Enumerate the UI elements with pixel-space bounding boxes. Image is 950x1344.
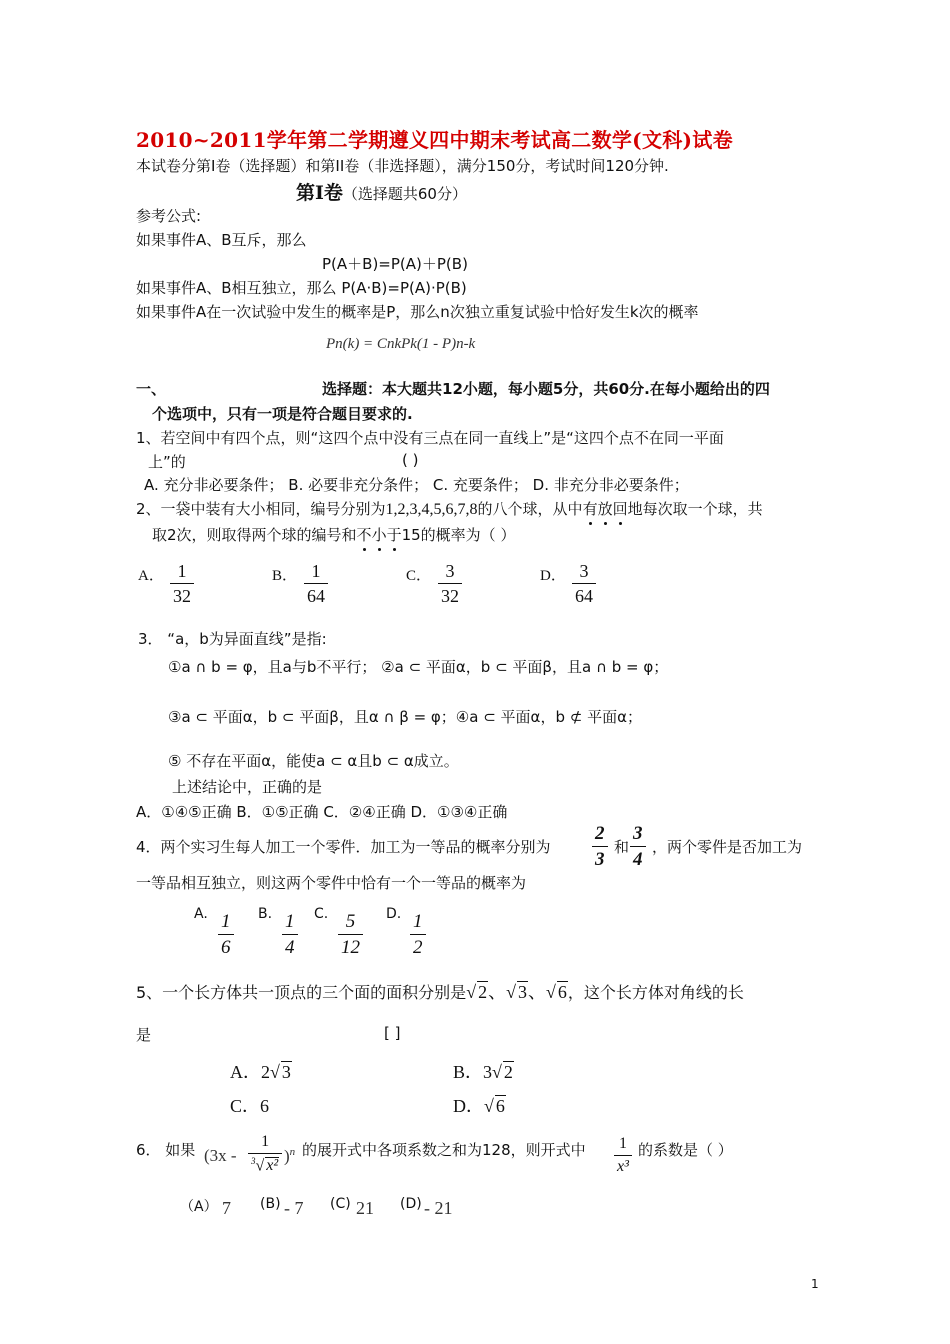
q3-row2: ③a ⊂ 平面α，b ⊂ 平面β，且α ∩ β = φ；④a ⊂ 平面α，b ⊄ 平面α； [168, 708, 642, 726]
exam-intro: 本试卷分第I卷（选择题）和第II卷（非选择题），满分150分，考试时间120分钟. [136, 157, 669, 175]
q5-option-d-label: D． [453, 1096, 484, 1116]
q2-emph-char: 于 [386, 526, 402, 544]
q6-option-d-value: - 21 [424, 1198, 453, 1218]
section1-line1: 选择题：本大题共12小题，每小题5分，共60分.在每小题给出的四 [322, 380, 770, 398]
q6-suffix: 的系数是（ ） [638, 1141, 733, 1159]
q5-roots [466, 982, 568, 1002]
q5-option-b-root: 2 [503, 1062, 513, 1082]
q4-option-c-num: 5 [345, 911, 356, 932]
q4-option-b-fraction [282, 912, 298, 957]
q4-f2-num: 3 [633, 823, 643, 844]
q6-term-num: 1 [618, 1135, 627, 1152]
q2-option-d-den: 64 [572, 583, 596, 605]
formula-line3: 如果事件A、B相互独立，那么 P(A·B)=P(A)·P(B) [136, 279, 467, 297]
q2-emphasis-notless [357, 526, 402, 544]
q2-line1 [136, 498, 763, 519]
q4-and: 和 [614, 838, 630, 856]
q2-option-b-label: B． [272, 568, 298, 584]
q2-option-a-den: 32 [170, 583, 194, 605]
formula-line1: 如果事件A、B互斥，那么 [136, 231, 307, 249]
page-number: 1 [811, 1277, 819, 1291]
q1-options: A. 充分非必要条件； B. 必要非充分条件； C. 充要条件； D. 非充分非必要条件； [144, 476, 689, 494]
q4-f2-den: 4 [630, 846, 646, 869]
sqrt-sign: √ [545, 982, 556, 1002]
q4-option-d-num: 1 [413, 911, 423, 932]
q6-option-a-label: （A） [180, 1199, 218, 1215]
exam-title: 2010~2011学年第二学期遵义四中期末考试高二数学(文科)试卷 [136, 128, 733, 152]
q3-options: A．①④⑤正确 B．①⑤正确 C．②④正确 D．①③④正确 [136, 803, 508, 821]
q5-option-d [453, 1092, 506, 1118]
q5-option-d-root: 6 [495, 1096, 505, 1116]
q2-line1a: 2、一袋中装有大小相同，编号分别为 [136, 500, 386, 518]
q4-option-b-den: 4 [282, 934, 298, 957]
q2-emph-char: 有 [582, 500, 598, 518]
part1-title: 第Ⅰ卷 [296, 183, 343, 204]
q6-option-d-label: (D) [400, 1196, 422, 1212]
q4-line1a: 4．两个实习生每人加工一个零件．加工为一等品的概率分别为 [136, 838, 551, 856]
q2-option-c-fraction [438, 562, 462, 605]
q6-option-b-label: (B) [260, 1196, 281, 1212]
q5-option-b [453, 1058, 514, 1084]
q6-root-index: 3 [251, 1156, 256, 1166]
q5-line1 [136, 978, 744, 1004]
q6-expr-num: 1 [261, 1133, 270, 1150]
q6-prefix: 6． 如果 [136, 1141, 196, 1159]
q2-line2 [152, 524, 515, 545]
q3-row4: 上述结论中，正确的是 [172, 778, 323, 796]
q4-option-a-num: 1 [221, 911, 231, 932]
formula-heading: 参考公式: [136, 207, 202, 225]
q2-line1e: 地每次取一个球，共 [627, 500, 763, 518]
q2-option-d-fraction [572, 562, 596, 605]
sqrt-sign: √ [506, 982, 516, 1002]
q6-expr-fraction [248, 1134, 282, 1174]
q5-option-a [230, 1058, 292, 1084]
q2-option-a-fraction [170, 562, 194, 605]
q5-option-b-label: B．3 [453, 1062, 493, 1082]
q5-option-c: C．6 [230, 1096, 270, 1116]
q5-root-1: 2 [478, 982, 488, 1002]
q2-option-d-label: D． [540, 568, 566, 584]
q6-option-b-value: - 7 [284, 1198, 304, 1218]
formula-line2: P(A＋B)=P(A)＋P(B) [322, 255, 468, 273]
q4-f1-den: 3 [592, 846, 608, 869]
q2-line2c: 15的概率为（ ） [401, 526, 516, 544]
formula-line4: 如果事件A在一次试验中发生的概率是P，那么n次独立重复试验中恰好发生k次的概率 [136, 303, 699, 321]
q2-emphasis-replacement [583, 500, 628, 518]
q6-close-paren: ) [284, 1146, 290, 1166]
q5-line2a: 是 [136, 1026, 152, 1044]
sqrt-sign: √ [484, 1096, 494, 1116]
q2-emph-char: 放 [597, 500, 613, 518]
q4-option-a-label: A. [194, 906, 208, 922]
q4-line1b: ，两个零件是否加工为 [652, 838, 803, 856]
q5-bracket: [ ] [384, 1024, 401, 1042]
q4-option-b-label: B. [258, 906, 273, 922]
section1-line2: 个选项中，只有一项是符合题目要求的. [152, 405, 413, 423]
q3-row1: ①a ∩ b = φ，且a与b不平行； ②a ⊂ 平面α，b ⊂ 平面β，且a ∩ b = φ； [168, 658, 669, 676]
q4-f1-num: 2 [595, 823, 605, 844]
q4-option-a-den: 6 [218, 934, 234, 957]
q5-sep-2: 、 [527, 982, 546, 1002]
q4-option-c-den: 12 [338, 934, 363, 957]
q2-option-c-label: C． [406, 568, 432, 584]
q6-term-den: x³ [614, 1155, 632, 1175]
q4-option-c-fraction [338, 912, 363, 957]
q1-line2: 上”的 [148, 453, 186, 471]
binomial-formula: Pn(k) = CnkPk(1 - P)n-k [326, 336, 476, 352]
section1-number: 一、 [136, 380, 167, 398]
part1-note: （选择题共60分） [342, 185, 467, 203]
q4-fraction-2 [630, 824, 646, 869]
q5-sep-1: 、 [488, 982, 507, 1002]
sqrt-sign: √ [270, 1062, 280, 1082]
q2-option-c-num: 3 [445, 561, 455, 581]
q6-middle: 的展开式中各项系数之和为128，则开式中 [302, 1141, 586, 1159]
q5-root-2: 3 [517, 982, 527, 1002]
q6-expr-open: (3x - [204, 1146, 237, 1165]
q2-option-a-num: 1 [177, 561, 187, 581]
q4-line2: 一等品相互独立，则这两个零件中恰有一个一等品的概率为 [136, 874, 527, 892]
q6-option-a-value: 7 [222, 1198, 231, 1218]
q6-root-radicand: x² [266, 1157, 279, 1175]
q2-emph-char: 回 [612, 500, 628, 518]
part1-heading [296, 178, 467, 205]
q6-exponent: n [289, 1146, 296, 1158]
sqrt-sign: √ [466, 982, 477, 1002]
q4-option-c-label: C. [314, 906, 329, 922]
q2-option-c-den: 32 [438, 583, 462, 605]
q2-line1c: 的八个球，从中 [477, 500, 583, 518]
q6-option-c-value: 21 [356, 1198, 374, 1218]
q6-expr-close [284, 1146, 295, 1167]
q2-option-a-label: A． [138, 568, 164, 584]
q2-emph-char: 小 [371, 526, 387, 544]
q4-option-d-den: 2 [410, 934, 426, 957]
q6-term-fraction [614, 1136, 632, 1175]
q4-option-d-label: D. [386, 906, 402, 922]
q3-row3: ⑤ 不存在平面α，能使a ⊂ α且b ⊂ α成立。 [168, 752, 459, 770]
q4-option-b-num: 1 [285, 911, 295, 932]
q5-root-3: 6 [557, 982, 567, 1002]
q2-option-b-den: 64 [304, 583, 328, 605]
q5-line1b: ，这个长方体对角线的长 [567, 983, 744, 1002]
sqrt-sign: √ [492, 1062, 502, 1082]
sqrt-sign: √ [255, 1157, 265, 1175]
q2-option-b-num: 1 [311, 561, 321, 581]
q1-line1: 1、若空间中有四个点，则“这四个点中没有三点在同一直线上”是“这四个点不在同一平面 [136, 429, 724, 447]
q1-blank: ( ) [402, 451, 419, 469]
q4-option-d-fraction [410, 912, 426, 957]
q2-option-d-num: 3 [579, 561, 589, 581]
q6-expr-den [248, 1153, 282, 1174]
q5-option-a-label: A．2 [230, 1062, 270, 1082]
q5-line1a: 5、一个长方体共一顶点的三个面的面积分别是 [136, 983, 467, 1002]
q6-option-c-label: (C) [330, 1196, 351, 1212]
q2-option-b-fraction [304, 562, 328, 605]
q5-option-a-root: 3 [281, 1062, 291, 1082]
q4-fraction-1 [592, 824, 608, 869]
q2-emph-char: 不 [356, 526, 372, 544]
q2-numbers: 1,2,3,4,5,6,7,8 [385, 501, 478, 518]
q4-option-a-fraction [218, 912, 234, 957]
q3-stem: 3． “a，b为异面直线”是指: [138, 630, 327, 648]
q2-line2a: 取2次，则取得两个球的编号和 [152, 526, 357, 544]
